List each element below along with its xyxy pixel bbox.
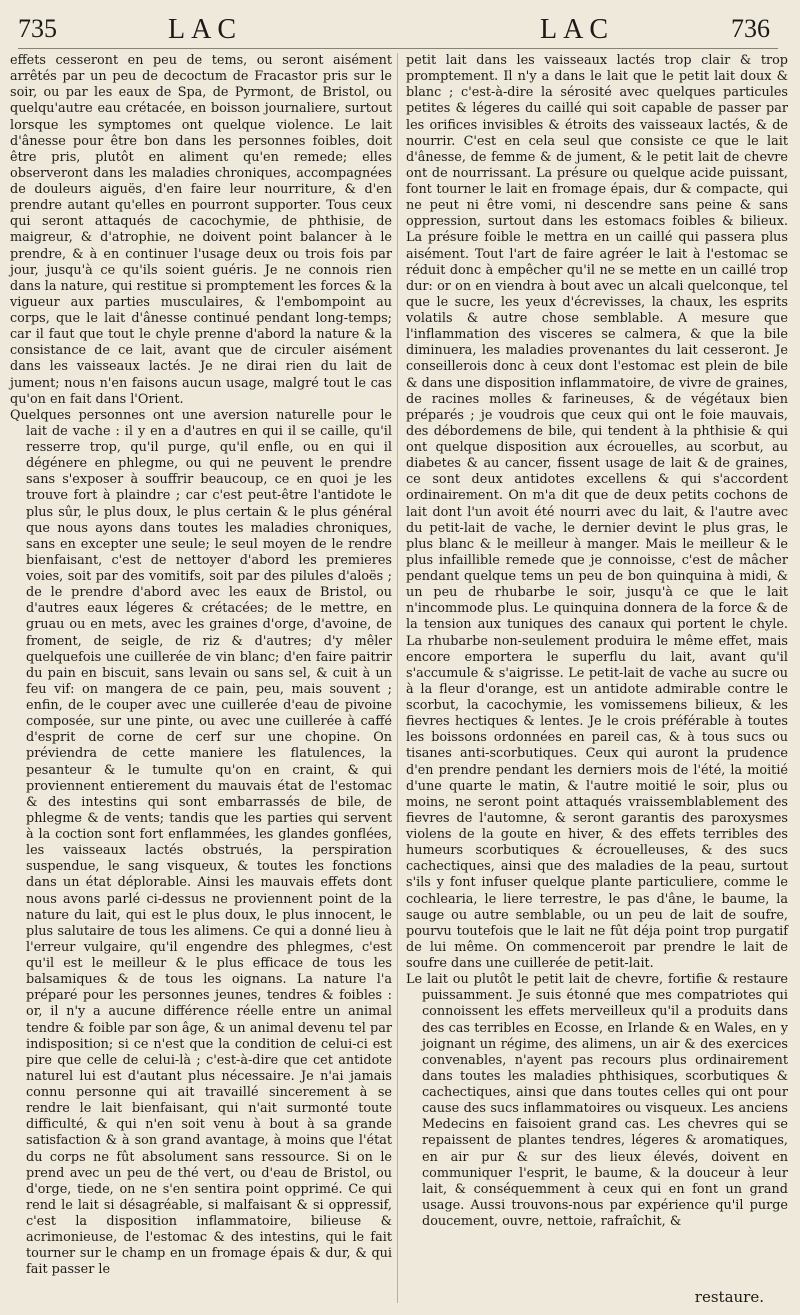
column-divider bbox=[397, 53, 398, 1303]
left-column bbox=[10, 53, 392, 1279]
page-number-left: 735 bbox=[18, 14, 57, 43]
header-rule bbox=[18, 48, 778, 49]
paragraph: petit lait dans les vaisseaux lactés trop clair & trop promptement. Il n'y a dans le lait que le petit lait doux & blanc ; c'est-à-dire la sérosité avec quelques particules petites & légeres du caillé qui soit capable de passer par les orifices invisibles & étroits des vaisseaux lactés, & de nourrir. C'est en cela seul que consiste ce que le lait d'ânesse, de femme & de jument, & le petit lait de chevre ont de nourrissant. La présure ou quelque acide puissant, font tourner le lait en fromage épais, dur & compacte, qui ne peut ni être vomi, ni descendre sans peine & sans oppression, surtout dans les estomacs foibles & bilieux. La présure foible le mettra en un caillé qui passera plus aisément. Tout l'art de faire agréer le lait à l'estomac se réduit donc à empêcher qu'il ne se mette en un caillé trop dur: or on en viendra à bout avec un alcali quelconque, tel que le sucre, les yeux d'écrevisses, la chaux, les esprits volatils & autre chose semblable. A mesure que l'inflammation des visceres se calmera, & que la bile diminuera, les maladies provenantes du lait cesseront. Je conseillerois donc à ceux dont l'estomac est plein de bile & dans une disposition inflammatoire, de vivre de graines, de racines molles & farineuses, & de végétaux bien préparés ; je voudrois que ceux qui ont le foie mauvais, des débordemens de bile, qui tendent à la phthisie & qui ont quelque disposition aux écrouelles, au scorbut, au diabetes & au cancer, fissent usage de lait & de graines, ce sont deux antidotes excellens & qui s'accordent ordinairement. On m'a dit que de deux petits cochons de lait dont l'un avoit été nourri avec du lait, & l'autre avec du petit-lait de vache, le dernier devint le plus gras, le plus blanc & le meilleur à manger. Mais le meilleur & le plus infaillible remede que je connoisse, c'est de mâcher pendant quelque tems un peu de bon quinquina à midi, & un peu de rhubarbe le soir, jusqu'à ce que le lait n'incommode plus. Le quinquina donnera de la force & de la tension aux tuniques des canaux qui portent le chyle. La rhubarbe non-seulement produira le même effet, mais encore emportera le superflu du lait, avant qu'il s'accumule & s'aigrisse. Le petit-lait de vache au sucre ou à la fleur d'orange, est un antidote admirable contre le scorbut, la cacochymie, les vomissemens bilieux, & les fievres hectiques & lentes. Je le crois préférable à toutes les boissons ordonnées en pareil cas, & à tous sucs ou tisanes anti-scorbutiques. Ceux qui auront la prudence d'en prendre pendant les derniers mois de l'été, la moitié d'une quarte le matin, & l'autre moitié le soir, plus ou moins, ne seront point attaqués vraissemblablement des fievres de l'automne, & seront garantis des paroxysmes violens de la goute en hiver, & des effets terribles des humeurs scorbutiques & écrouelleuses, & des sucs cachectiques, ainsi que des maladies de la peau, surtout s'ils y font infuser quelque plante particuliere, comme le cochlearia, le liere terrestre, le pas d'âne, le baume, la sauge ou autre semblable, ou un peu de lait de soufre, pourvu toutefois que le lait ne fût déja point trop purgatif de lui même. On commenceroit par prendre le lait de soufre dans une cuillerée de petit-lait. bbox=[406, 53, 788, 971]
paragraph: effets cesseront en peu de tems, ou seront aisément arrêtés par un peu de decoctum de Fracastor pris sur le soir, ou par les eaux de Spa, de Pyrmont, de Bristol, ou quelqu'autre eau crétacée, en boisson journaliere, surtout lorsque les symptomes ont quelque violence. Le lait d'ânesse pour être bon dans les personnes foibles, doit être pris, plutôt en aliment qu'en remede; elles observeront dans les maladies chroniques, accompagnées de douleurs aiguës, d'en faire leur nourriture, & d'en prendre autant qu'elles en pourront supporter. Tous ceux qui seront attaqués de cacochymie, de phthisie, de maigreur, & d'atrophie, ne doivent point balancer à le prendre, & à en continuer l'usage deux ou trois fois par jour, jusqu'à ce qu'ils soient guéris. Je ne connois rien dans la nature, qui restitue si promptement les forces & la vigueur aux parties musculaires, & l'embompoint au corps, que le lait d'ânesse continué pendant long-temps; car il faut que tout le chyle prenne d'abord la nature & la consistance de ce lait, avant que de circuler aisément dans les vaisseaux lactés. Je ne dirai rien du lait de jument; nous n'en faisons aucun usage, malgré tout le cas qu'on en fait dans l'Orient. bbox=[10, 53, 392, 407]
headword-left: LAC bbox=[168, 14, 242, 45]
right-column bbox=[406, 53, 788, 1230]
catchword: restaure. bbox=[694, 1288, 764, 1306]
paragraph: Le lait ou plutôt le petit lait de chevre, fortifie & restaure puissamment. Je suis étonné que mes compatriotes qui connoissent les effets merveilleux qu'il a produits dans des cas terribles en Ecosse, en Irlande & en Wales, en y joignant un régime, des alimens, un air & des exercices convenables, n'ayent pas recours plus ordinairement dans toutes les maladies phthisiques, scorbutiques & cachectiques, ainsi que dans toutes celles qui ont pour cause des sucs inflammatoires ou visqueux. Les anciens Medecins en faisoient grand cas. Les chevres qui se repaissent de plantes tendres, légeres & aromatiques, en air pur & sur des lieux élevés, doivent en communiquer l'esprit, le baume, & la douceur à leur lait, & conséquemment à ceux qui en font un grand usage. Aussi trouvons-nous par expérience qu'il purge doucement, ouvre, nettoie, rafraîchit, & bbox=[406, 972, 788, 1229]
paragraph: Quelques personnes ont une aversion naturelle pour le lait de vache : il y en a d'autres en qui il se caille, qu'il resserre trop, qu'il purge, qu'il enfle, ou en qui il dégénere en phlegme, ou qui ne peuvent le prendre sans s'exposer à souffrir beaucoup, ce en quoi je les trouve fort à plaindre ; car c'est peut-être l'antidote le plus sûr, le plus doux, le plus certain & le plus général que nous ayons dans toutes les maladies chroniques, sans en excepter une seule; le seul moyen de le rendre bienfaisant, c'est de nettoyer d'abord les premieres voies, soit par des vomitifs, soit par des pilules d'aloës ; de le prendre d'abord avec les eaux de Bristol, ou d'autres eaux légeres & crétacées; de le mettre, en gruau ou en mets, avec les graines d'orge, d'avoine, de froment, de seigle, de riz & d'autres; d'y mêler quelquefois une cuillerée de vin blanc; d'en faire paitrir du pain en biscuit, sans levain ou sans sel, & cuit à un feu vif: on mangera de ce pain, peu, mais souvent ; enfin, de le couper avec une cuillerée d'eau de pivoine composée, sur une pinte, ou avec une cuillerée à caffé d'esprit de corne de cerf sur une chopine. On préviendra de cette maniere les flatulences, la pesanteur & le tumulte qu'on en craint, & qui proviennent entierement du mauvais état de l'estomac & des intestins qui sont embarrassés de bile, de phlegme & de vents; tandis que les parties qui servent à la coction sont fort enflammées, les glandes gonflées, les vaisseaux lactés obstrués, la perspiration suspendue, le sang visqueux, & toutes les fonctions dans un état déplorable. Ainsi les mauvais effets dont nous avons parlé ci-dessus ne proviennent point de la nature du lait, qui est le plus doux, le plus innocent, le plus salutaire de tous les alimens. Ce qui a donné lieu à l'erreur vulgaire, qu'il engendre des phlegmes, c'est qu'il est le meilleur & le plus efficace de tous les balsamiques & de tous les oignans. La nature l'a préparé pour les personnes jeunes, tendres & foibles : or, il n'y a aucune différence réelle entre un animal tendre & foible par son âge, & un animal devenu tel par indisposition; si ce n'est que la condition de celui-ci est pire que celle de celui-là ; c'est-à-dire que cet antidote naturel lui est d'autant plus nécessaire. Je n'ai jamais connu personne qui ait travaillé sincerement à se rendre le lait bienfaisant, qui n'ait surmonté toute difficulté, & qui n'en soit venu à bout à sa grande satisfaction & à son grand avantage, à moins que l'état du corps ne fût absolument sans ressource. Si on le prend avec un peu de thé vert, ou d'eau de Bristol, ou d'orge, tiede, on ne s'en sentira point opprimé. Ce qui rend le lait si désagréable, si malfaisant & si oppressif, c'est la disposition inflammatoire, bilieuse & acrimonieuse, de l'estomac & des intestins, qui le fait tourner sur le champ en un fromage épais & dur, & qui fait passer le bbox=[10, 407, 392, 1278]
page-number-right: 736 bbox=[731, 14, 770, 43]
headword-right: LAC bbox=[540, 14, 614, 45]
running-header bbox=[0, 0, 800, 46]
